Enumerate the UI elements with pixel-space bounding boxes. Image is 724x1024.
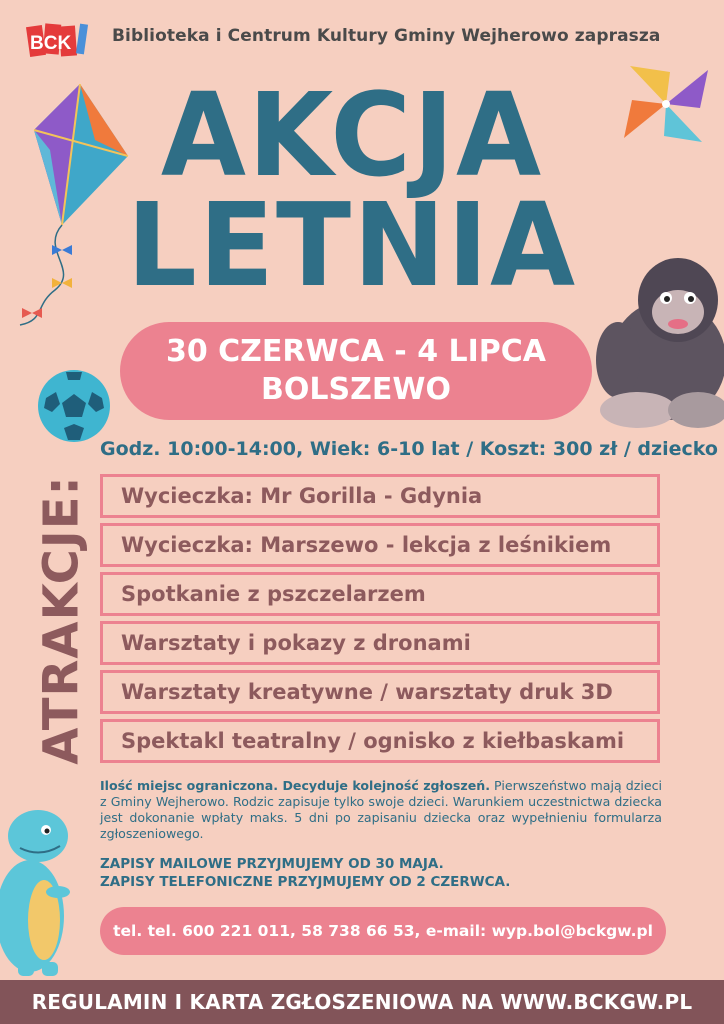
logo-text: BCK <box>30 33 72 54</box>
attractions-label <box>30 470 94 770</box>
contact-pill <box>100 907 666 955</box>
info-line: Godz. 10:00-14:00, Wiek: 6-10 lat / Koszt: 300 zł / dziecko <box>100 438 718 460</box>
attraction-item: Warsztaty kreatywne / warsztaty druk 3D <box>100 670 660 714</box>
signup-email: ZAPISY MAILOWE PRZYJMUJEMY OD 30 MAJA. <box>100 856 444 872</box>
attractions-label-text: ATRAKCJE: <box>34 475 91 765</box>
attractions-list <box>100 474 660 768</box>
attraction-item: Wycieczka: Marszewo - lekcja z leśnikiem <box>100 523 660 567</box>
notes-paragraph <box>100 778 662 842</box>
contact-text: tel. tel. 600 221 011, 58 738 66 53, e-mail: wyp.bol@bckgw.pl <box>113 922 653 940</box>
soccer-ball-icon <box>36 368 112 444</box>
dinosaur-icon <box>0 796 80 980</box>
attraction-item: Spektakl teatralny / ognisko z kiełbaskami <box>100 719 660 763</box>
pinwheel-icon <box>620 58 712 150</box>
event-place: BOLSZEWO <box>261 372 451 407</box>
title-line-2: LETNIA <box>126 177 578 313</box>
footer-bar <box>0 980 724 1024</box>
footer-text: REGULAMIN I KARTA ZGŁOSZENIOWA NA WWW.BCKGW.PL <box>31 990 693 1014</box>
event-dates: 30 CZERWCA - 4 LIPCA <box>165 334 547 369</box>
gorilla-icon <box>578 240 724 430</box>
header-text: Biblioteka i Centrum Kultury Gminy Wejherowo zaprasza <box>112 26 661 46</box>
signup-info <box>100 855 660 891</box>
attraction-item: Wycieczka: Mr Gorilla - Gdynia <box>100 474 660 518</box>
notes-rest: Pierwszeństwo mają dzieci z Gminy Wejherowo. Rodzic zapisuje tylko swoje dzieci. Warunkiem uczestnictwa dziecka jest dokonanie wpłaty maks. 5 dni po zapisaniu dziecka oraz wypełnieniu formularza zgłoszeniowego. <box>100 778 662 841</box>
date-location-pill <box>120 322 592 420</box>
notes-bold: Ilość miejsc ograniczona. Decyduje kolejność zgłoszeń. <box>100 778 490 793</box>
signup-phone: ZAPISY TELEFONICZNE PRZYJMUJEMY OD 2 CZERWCA. <box>100 874 511 890</box>
attraction-item: Warsztaty i pokazy z dronami <box>100 621 660 665</box>
title-line-1: AKCJA <box>160 67 544 203</box>
attraction-item: Spotkanie z pszczelarzem <box>100 572 660 616</box>
bck-logo <box>26 22 92 60</box>
